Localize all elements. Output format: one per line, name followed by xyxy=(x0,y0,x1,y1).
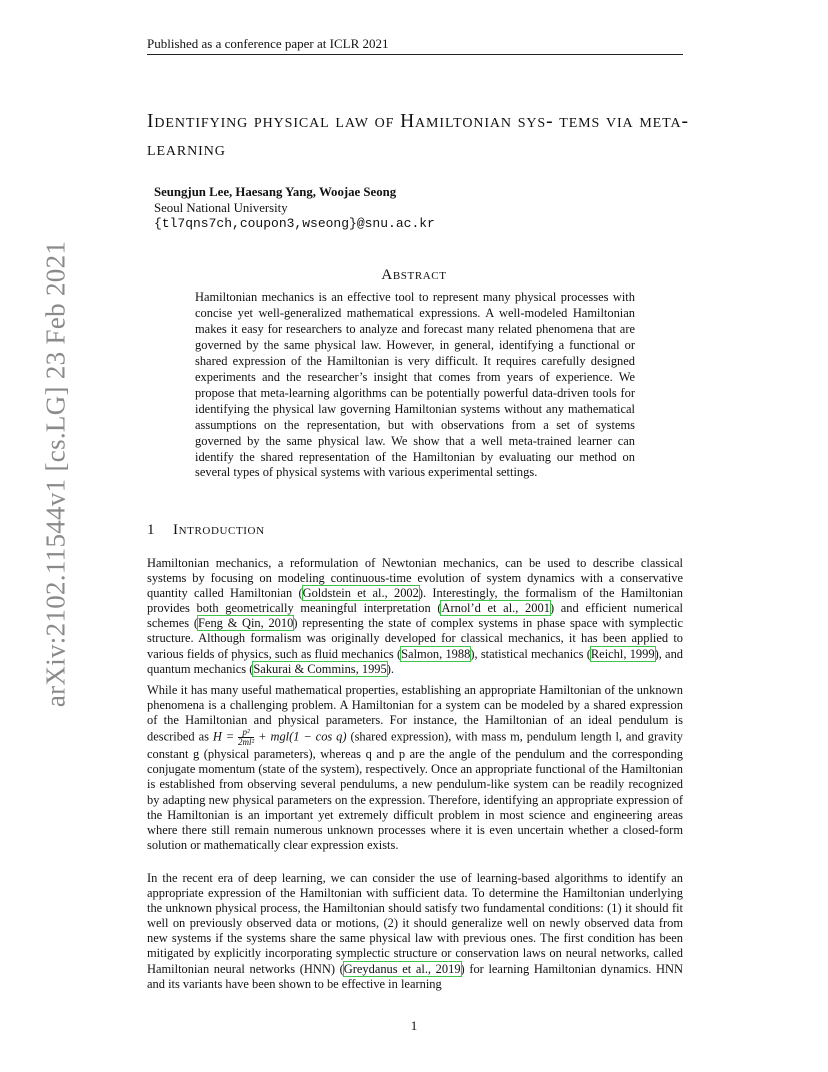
citation-link[interactable]: Greydanus et al., 2019 xyxy=(343,961,461,976)
paper-title: Identifying physical law of Hamiltonian sys- tems via meta-learning xyxy=(147,111,689,160)
paragraph-1 xyxy=(147,556,683,677)
section-number: 1 xyxy=(147,522,156,538)
paragraph-2 xyxy=(147,683,683,853)
equation-fraction xyxy=(238,728,254,747)
text-run: ). Interestingly, the formalism of the Hamiltonian provides both geometrically meaningful interpretation ( xyxy=(147,586,683,616)
equation-rhs: + mgl(1 − cos q) xyxy=(254,729,347,744)
text-run: Hamiltonian mechanics, a reformulation of Newtonian mechanics, can be used to describe classical systems by focusing on modeling continuous-time evolution of system dynamics with a conservative quantity called Hamiltonian ( xyxy=(147,556,683,601)
citation-link[interactable]: Salmon, 1988 xyxy=(401,646,471,661)
text-run: In the recent era of deep learning, we can consider the use of learning-based algorithms to identify an appropriate expression of the Hamiltonian with sufficient data. To determine the Hamiltonian underlying the unknown physical process, the Hamiltonian should satisfy two fundamental conditions: (1) it should fit well on previously observed data or motions, (2) it should generalize well on newly observed data from new systems if the systems share the same physical law with previous ones. The first condition has been mitigated by explicitly incorporating symplectic structure or conservation laws on neural networks, called Hamiltonian neural networks (HNN) ( xyxy=(147,871,683,976)
page-number: 1 xyxy=(410,1018,418,1033)
text-run: ) and efficient numerical schemes ( xyxy=(147,601,683,631)
author-block xyxy=(154,184,435,232)
citation-link[interactable]: Goldstein et al., 2002 xyxy=(302,586,419,601)
text-run: ). xyxy=(386,661,394,676)
fraction-numerator: p² xyxy=(238,728,254,738)
abstract-text: Hamiltonian mechanics is an effective tool to represent many physical processes with concise yet well-generalized mathematical expressions. A well-modeled Hamiltonian makes it easy for researchers to analyze and forecast many related phenomena that are governed by the same physical law. However, in general, identifying a functional or shared expression of the Hamiltonian is very difficult. It requires carefully designed experiments and the researcher’s insight that comes from years of experience. We propose that meta-learning algorithms can be potentially powerful data-driven tools for identifying the physical law governing Hamiltonian systems without any mathematical assumptions on the representation, but with observations from a set of systems governed by the same physical law. We show that a well meta-trained learner can identify the shared representation of the Hamiltonian by evaluating our method on several types of physical systems with various experimental settings. xyxy=(195,290,635,480)
equation-lhs: H = xyxy=(212,729,239,744)
citation-link[interactable]: Sakurai & Commins, 1995 xyxy=(253,661,387,676)
section-heading xyxy=(147,522,265,539)
text-run: ) for learning Hamiltonian dynamics. HNN and its variants have been shown to be effective in learning xyxy=(147,961,683,991)
running-header: Published as a conference paper at ICLR 2021 xyxy=(147,36,389,51)
text-run: ), statistical mechanics ( xyxy=(470,646,591,661)
citation-link[interactable]: Reichl, 1999 xyxy=(590,646,655,661)
fraction-denominator: 2ml² xyxy=(238,737,255,748)
citation-link[interactable]: Arnol’d et al., 2001 xyxy=(441,601,550,616)
arxiv-identifier: arXiv:2102.11544v1 [cs.LG] 23 Feb 2021 xyxy=(40,240,71,708)
author-email[interactable]: {tl7qns7ch,coupon3,wseong}@snu.ac.kr xyxy=(154,216,435,231)
author-names: Seungjun Lee, Haesang Yang, Woojae Seong xyxy=(154,185,397,199)
section-title: Introduction xyxy=(173,522,265,538)
text-run: (shared expression), with mass m, pendulum length l, and gravity constant g (physical parameters), whereas q and p are the angle of the pendulum and the corresponding conjugate momentum (state of the system), respectively. Once an appropriate functional of the Hamiltonian is established from observing several pendulums, a new pendulum-like system can be readily recognized by adapting new physical parameters on the expression. Therefore, identifying an appropriate expression of the Hamiltonian is an important yet extremely difficult problem in most science and engineering areas where there still remain numerous unknown processes where it is even uncertain whether a closed-form solution or mathematically clear expression exists. xyxy=(147,729,684,852)
author-affiliation: Seoul National University xyxy=(154,201,288,215)
text-run: ), and quantum mechanics ( xyxy=(147,646,684,676)
text-run: ) representing the state of complex systems in phase space with symplectic structure. Although formalism was originally developed for classical mechanics, it has been applied to various fields of physics, such as fluid mechanics ( xyxy=(147,616,683,661)
citation-link[interactable]: Feng & Qin, 2010 xyxy=(198,616,294,631)
header-rule xyxy=(147,54,683,55)
text-run: While it has many useful mathematical properties, establishing an appropriate Hamiltonian of the unknown phenomena is a challenging problem. A Hamiltonian for a system can be modeled by a shared expression of the Hamiltonian and physical parameters. For instance, the Hamiltonian of an ideal pendulum is described as xyxy=(147,683,683,744)
paragraph-3 xyxy=(147,871,683,992)
abstract-heading: Abstract xyxy=(381,267,447,283)
